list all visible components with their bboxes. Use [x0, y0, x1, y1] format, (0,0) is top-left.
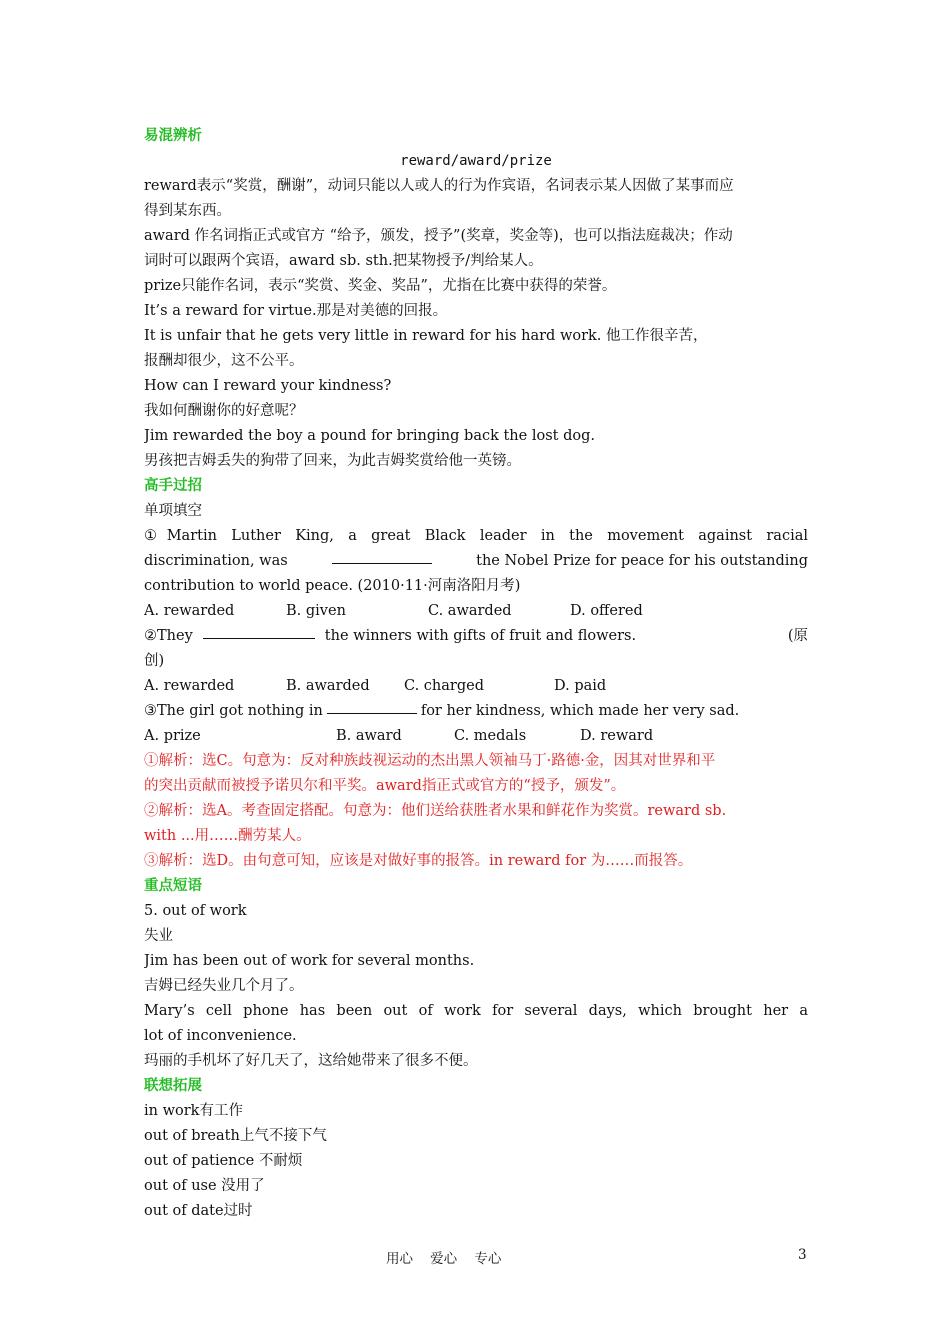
example-sentence: Jim has been out of work for several months. [144, 953, 475, 969]
phrase-item: 5. out of work [144, 903, 247, 919]
question-3-options [144, 724, 808, 749]
option-c: C. medals [454, 728, 527, 744]
section-heading-phrases: 重点短语 [144, 878, 202, 894]
confusion-paragraph: award 作名词指正式或官方 “给予，颁发，授予”(奖章，奖金等)，也可以指法庭裁决；作动 [144, 228, 733, 244]
question-3 [144, 699, 808, 724]
section-heading-association: 联想拓展 [144, 1078, 202, 1094]
option-c: C. awarded [428, 603, 512, 619]
option-d: D. offered [570, 603, 643, 619]
answer-blank [327, 699, 417, 714]
example-translation: 吉姆已经失业几个月了。 [144, 978, 304, 994]
confusion-paragraph: 词时可以跟两个宾语，award sb. sth.把某物授予/判给某人。 [144, 253, 543, 269]
option-d: D. paid [554, 678, 607, 694]
association-item: out of breath上气不接下气 [144, 1128, 327, 1144]
page-number: 3 [798, 1247, 807, 1263]
answer-blank [203, 624, 315, 639]
question-1: ①Martin Luther King, a great Black leader in the movement against racial [144, 528, 808, 544]
answer-blank [332, 549, 432, 564]
phrase-meaning: 失业 [144, 928, 173, 944]
question-text: ③The girl got nothing in [144, 703, 323, 719]
association-item: out of date过时 [144, 1203, 253, 1219]
question-1-line3: contribution to world peace. (2010·11·河南洛阳月考) [144, 578, 521, 594]
example-translation: 我如何酬谢你的好意呢？ [144, 403, 304, 419]
exercise-type: 单项填空 [144, 503, 202, 519]
footer-motto: 用心 爱心 专心 [386, 1251, 502, 1267]
page-content [144, 124, 808, 1224]
question-1-line2 [144, 549, 808, 574]
association-item: out of use 没用了 [144, 1178, 265, 1194]
section-heading-practice: 高手过招 [144, 478, 202, 494]
answer-explanation-2: with ...用……酬劳某人。 [144, 828, 311, 844]
option-b: B. given [286, 603, 346, 619]
page-footer [0, 1247, 950, 1269]
example-sentence: It’s a reward for virtue.那是对美德的回报。 [144, 303, 448, 319]
option-d: D. reward [580, 728, 654, 744]
option-b: B. awarded [286, 678, 370, 694]
answer-explanation-1: 的突出贡献而被授予诺贝尔和平奖。award指正式或官方的“授予，颁发”。 [144, 778, 626, 794]
confusion-paragraph: reward表示“奖赏，酬谢”，动词只能以人或人的行为作宾语，名词表示某人因做了某事而应 [144, 178, 734, 194]
example-sentence: It is unfair that he gets very little in reward for his hard work. 他工作很辛苦， [144, 328, 708, 344]
example-sentence: Mary’s cell phone has been out of work for several days, which brought her a [144, 1003, 808, 1019]
option-c: C. charged [404, 678, 484, 694]
question-2-line2: 创) [144, 653, 165, 669]
association-item: in work有工作 [144, 1103, 243, 1119]
example-sentence: lot of inconvenience. [144, 1028, 297, 1044]
answer-explanation-2: ②解析：选A。考查固定搭配。句意为：他们送给获胜者水果和鲜花作为奖赏。reward sb. [144, 803, 727, 819]
section-heading-confusion: 易混辨析 [144, 128, 202, 144]
option-a: A. rewarded [144, 603, 235, 619]
confusion-subtitle: reward/award/prize [400, 153, 552, 169]
example-translation: 男孩把吉姆丢失的狗带了回来，为此吉姆奖赏给他一英镑。 [144, 453, 521, 469]
confusion-paragraph: prize只能作名词，表示“奖赏、奖金、奖品”，尤指在比赛中获得的荣誉。 [144, 278, 617, 294]
example-sentence: How can I reward your kindness? [144, 378, 392, 394]
question-2-options [144, 674, 808, 699]
option-a: A. prize [144, 728, 201, 744]
example-sentence: Jim rewarded the boy a pound for bringing back the lost dog. [144, 428, 595, 444]
confusion-paragraph: 得到某东西。 [144, 203, 231, 219]
association-item: out of patience 不耐烦 [144, 1153, 303, 1169]
option-b: B. award [336, 728, 402, 744]
example-sentence: 报酬却很少，这不公平。 [144, 353, 304, 369]
question-text: ②They [144, 628, 193, 644]
option-a: A. rewarded [144, 678, 235, 694]
question-1-options [144, 599, 808, 624]
question-text: the Nobel Prize for peace for his outstanding [476, 553, 808, 569]
question-text: for her kindness, which made her very sad. [420, 703, 740, 719]
answer-explanation-1: ①解析：选C。句意为：反对种族歧视运动的杰出黑人领袖马丁·路德·金，因其对世界和平 [144, 753, 716, 769]
example-translation: 玛丽的手机坏了好几天了，这给她带来了很多不便。 [144, 1053, 478, 1069]
answer-explanation-3: ③解析：选D。由句意可知，应该是对做好事的报答。in reward for 为……而报答。 [144, 853, 693, 869]
question-text: the winners with gifts of fruit and flowers. [324, 628, 637, 644]
question-source: (原 [787, 628, 808, 644]
question-text: discrimination, was [144, 553, 288, 569]
question-2 [144, 624, 808, 649]
